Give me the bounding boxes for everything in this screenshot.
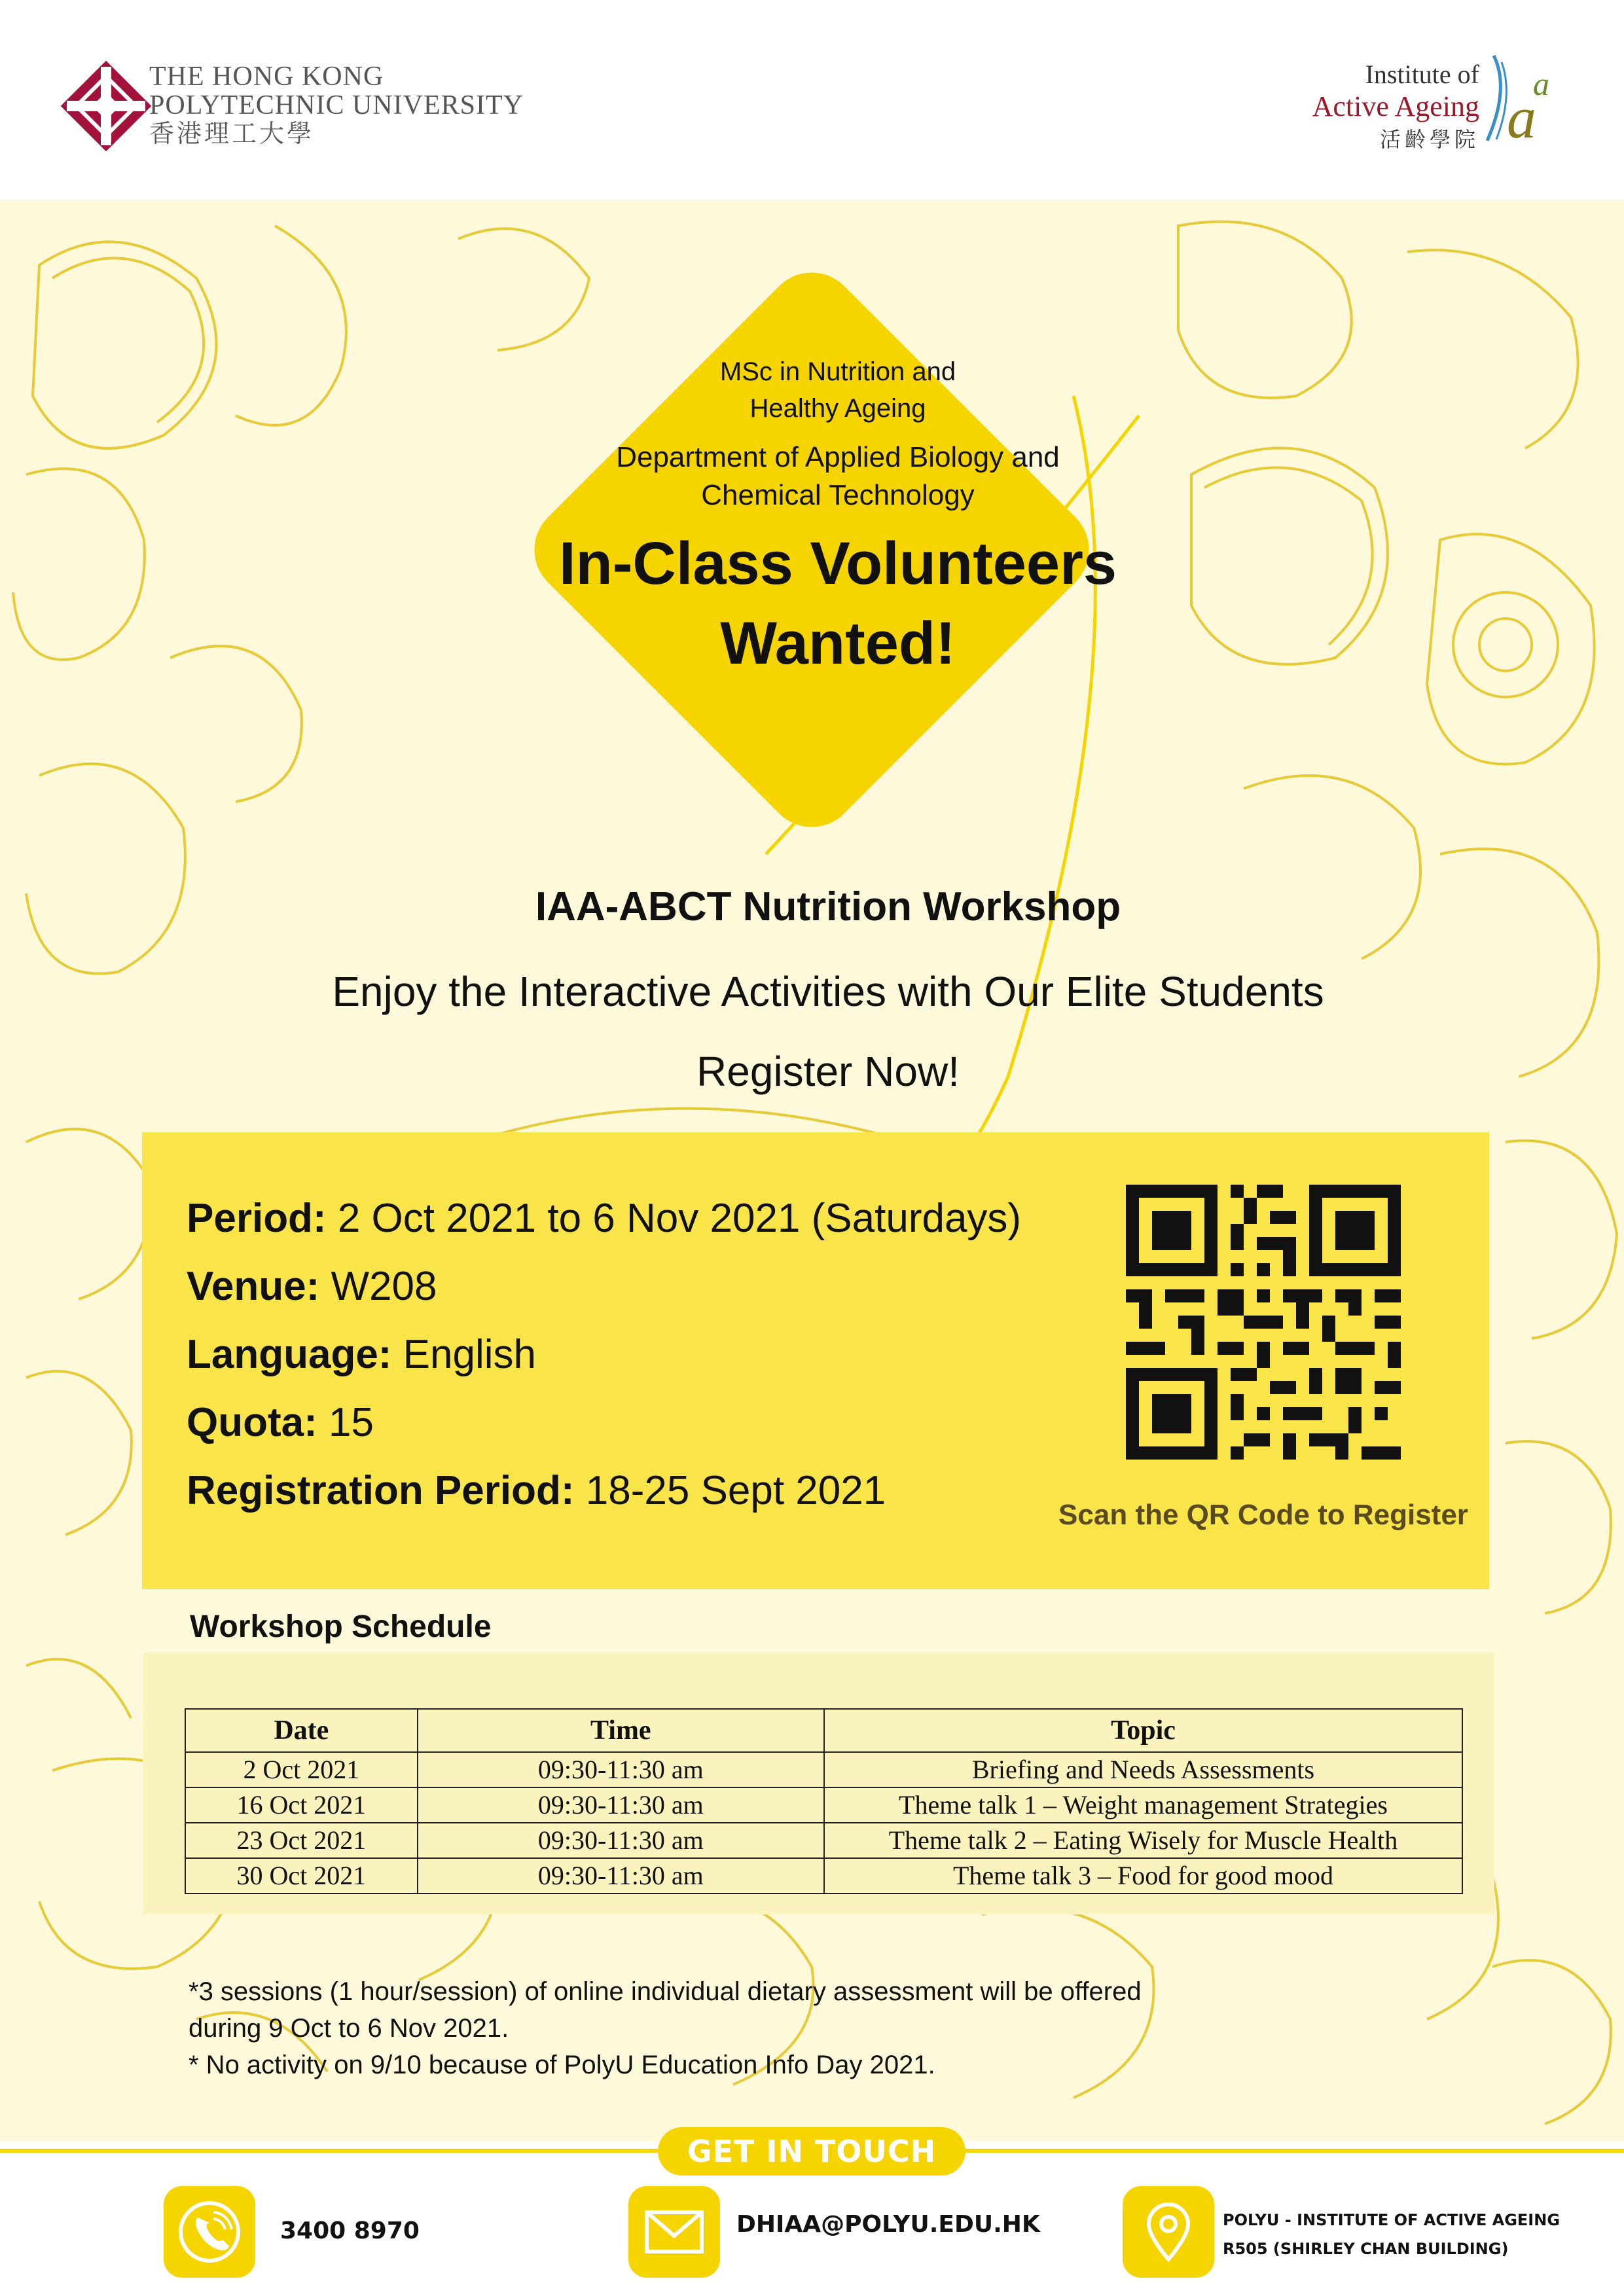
language-value: English bbox=[391, 1332, 537, 1377]
period-label: Period: bbox=[187, 1196, 327, 1241]
email-address[interactable]: DHIAA@POLYU.EDU.HK bbox=[736, 2211, 1040, 2238]
department-name-1: Department of Applied Biology and bbox=[616, 441, 1060, 473]
iaa-logo-icon bbox=[1481, 49, 1559, 147]
qr-code-icon[interactable] bbox=[1126, 1185, 1401, 1460]
time-cell: 09:30-11:30 am bbox=[418, 1823, 824, 1858]
date-cell: 30 Oct 2021 bbox=[185, 1858, 418, 1893]
quota-row bbox=[187, 1389, 1021, 1457]
tagline: Enjoy the Interactive Activities with Our Elite Students bbox=[332, 968, 1324, 1015]
phone-number[interactable]: 3400 8970 bbox=[280, 2217, 420, 2244]
institute-name-zh: 活齡學院 bbox=[1379, 128, 1479, 151]
venue-row bbox=[187, 1253, 1021, 1321]
footnote-2: * No activity on 9/10 because of PolyU Education Info Day 2021. bbox=[189, 2051, 935, 2079]
get-in-touch-label: GET IN TOUCH bbox=[658, 2127, 965, 2176]
workshop-details bbox=[187, 1185, 1021, 1525]
address-line-1: POLYU - INSTITUTE OF ACTIVE AGEING bbox=[1223, 2211, 1561, 2229]
topic-cell: Briefing and Needs Assessments bbox=[824, 1752, 1462, 1787]
university-name-zh: 香港理工大學 bbox=[149, 120, 315, 148]
table-header-row bbox=[185, 1709, 1462, 1752]
university-name-en-2: POLYTECHNIC UNIVERSITY bbox=[149, 90, 524, 120]
headline-1: In-Class Volunteers bbox=[558, 530, 1117, 597]
table-row bbox=[185, 1858, 1462, 1893]
time-cell: 09:30-11:30 am bbox=[418, 1787, 824, 1823]
table-row bbox=[185, 1787, 1462, 1823]
period-row bbox=[187, 1185, 1021, 1253]
quota-value: 15 bbox=[317, 1400, 374, 1445]
location-icon[interactable] bbox=[1123, 2186, 1214, 2278]
department-name bbox=[511, 439, 1165, 514]
phone-icon[interactable] bbox=[164, 2186, 255, 2278]
language-label: Language: bbox=[187, 1332, 392, 1377]
programme-name bbox=[511, 353, 1165, 427]
topic-cell: Theme talk 1 – Weight management Strategies bbox=[824, 1787, 1462, 1823]
schedule-table bbox=[185, 1708, 1463, 1894]
time-cell: 09:30-11:30 am bbox=[418, 1858, 824, 1893]
column-header-topic: Topic bbox=[824, 1709, 1462, 1752]
registration-label: Registration Period: bbox=[187, 1468, 575, 1513]
footnotes bbox=[189, 1973, 1301, 2083]
institute-name-2: Active Ageing bbox=[1312, 90, 1479, 122]
table-row bbox=[185, 1823, 1462, 1858]
period-value: 2 Oct 2021 to 6 Nov 2021 (Saturdays) bbox=[326, 1196, 1022, 1241]
department-name-2: Chemical Technology bbox=[701, 479, 975, 511]
time-cell: 09:30-11:30 am bbox=[418, 1752, 824, 1787]
registration-value: 18-25 Sept 2021 bbox=[574, 1468, 886, 1513]
footnote-1b: during 9 Oct to 6 Nov 2021. bbox=[189, 2014, 509, 2043]
headline-2: Wanted! bbox=[720, 610, 956, 677]
date-cell: 16 Oct 2021 bbox=[185, 1787, 418, 1823]
quota-label: Quota: bbox=[187, 1400, 317, 1445]
headline bbox=[511, 524, 1165, 683]
address-line-2: R505 (SHIRLEY CHAN BUILDING) bbox=[1223, 2240, 1509, 2258]
language-row bbox=[187, 1321, 1021, 1389]
table-row bbox=[185, 1752, 1462, 1787]
institute-name bbox=[1283, 59, 1479, 153]
topic-cell: Theme talk 2 – Eating Wisely for Muscle Health bbox=[824, 1823, 1462, 1858]
venue-label: Venue: bbox=[187, 1264, 320, 1309]
registration-row bbox=[187, 1457, 1021, 1525]
address[interactable] bbox=[1223, 2206, 1560, 2263]
footnote-1a: *3 sessions (1 hour/session) of online individual dietary assessment will be offered bbox=[189, 1977, 1142, 2006]
svg-text:a: a bbox=[1533, 65, 1549, 102]
register-now-text: Register Now! bbox=[696, 1048, 960, 1095]
qr-caption: Scan the QR Code to Register bbox=[1058, 1499, 1468, 1531]
workshop-title: IAA-ABCT Nutrition Workshop bbox=[535, 884, 1121, 929]
university-name bbox=[149, 62, 524, 149]
venue-value: W208 bbox=[319, 1264, 437, 1309]
university-name-en-1: THE HONG KONG bbox=[149, 62, 384, 92]
programme-name-2: Healthy Ageing bbox=[749, 394, 926, 423]
schedule-heading: Workshop Schedule bbox=[190, 1609, 492, 1644]
email-icon[interactable] bbox=[628, 2186, 720, 2278]
programme-name-1: MSc in Nutrition and bbox=[719, 357, 956, 386]
date-cell: 2 Oct 2021 bbox=[185, 1752, 418, 1787]
column-header-time: Time bbox=[418, 1709, 824, 1752]
polyu-logo-icon bbox=[60, 60, 152, 152]
date-cell: 23 Oct 2021 bbox=[185, 1823, 418, 1858]
institute-name-1: Institute of bbox=[1365, 60, 1479, 89]
column-header-date: Date bbox=[185, 1709, 418, 1752]
svg-text:a: a bbox=[1507, 86, 1536, 147]
topic-cell: Theme talk 3 – Food for good mood bbox=[824, 1858, 1462, 1893]
